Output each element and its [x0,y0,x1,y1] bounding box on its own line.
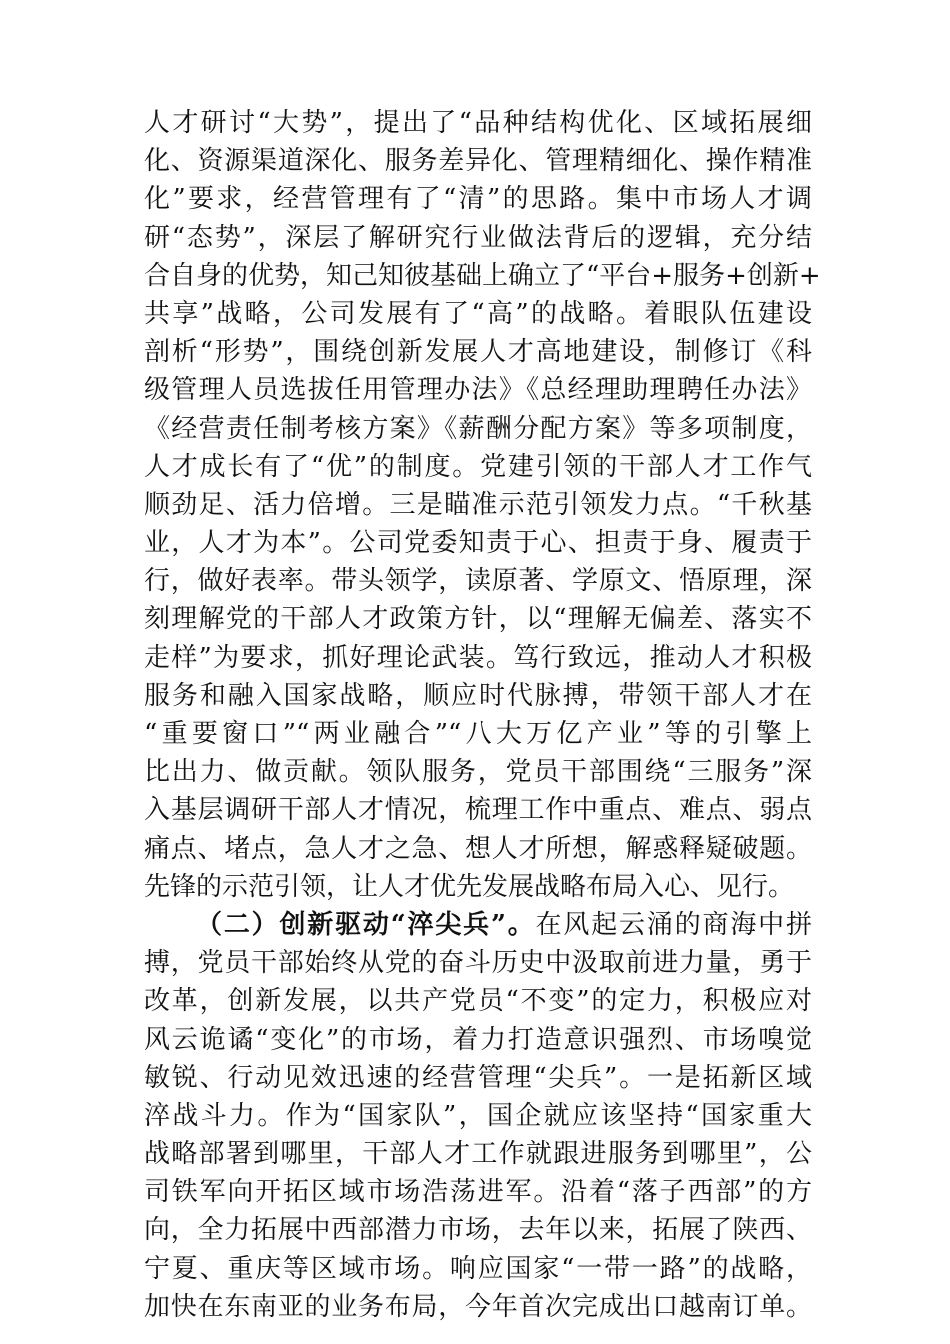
text-line: 司铁军向开拓区域市场浩荡进军。沿着“落子西部”的方 [144,1177,812,1208]
text-line: 人才成长有了“优”的制度。党建引领的干部人才工作气 [144,451,812,482]
text-line: 剖析“形势”，围绕创新发展人才高地建设，制修订《科 [144,337,812,368]
text-line: 敏锐、行动见效迅速的经营管理“尖兵”。一是拓新区域 [144,1062,812,1093]
document-body [144,104,821,1326]
text-line: 服务和融入国家战略，顺应时代脉搏，带领干部人才在 [144,680,812,711]
text-line: 比出力、做贡献。领队服务，党员干部围绕“三服务”深 [144,757,812,788]
text-line: 刻理解党的干部人才政策方针，以“理解无偏差、落实不 [144,604,812,635]
text-line: 共享”战略，公司发展有了“高”的战略。着眼队伍建设 [144,298,812,329]
text-line: 化、资源渠道深化、服务差异化、管理精细化、操作精准 [144,146,812,177]
paragraph-2-first-text: 在风起云涌的商海中拼 [535,909,812,940]
text-line: 入基层调研干部人才情况，梳理工作中重点、难点、弱点 [144,795,812,826]
section-heading: （二）创新驱动“淬尖兵”。 [196,909,536,940]
text-line: 淬战斗力。作为“国家队”，国企就应该坚持“国家重大 [144,1100,812,1131]
text-line: 化”要求，经营管理有了“清”的思路。集中市场人才调 [144,184,812,215]
text-line: “重要窗口”“两业融合”“八大万亿产业”等的引擎上 [144,719,812,749]
text-line: 痛点、堵点，急人才之急、想人才所想，解惑释疑破题。 [144,833,812,864]
text-line: 顺劲足、活力倍增。三是瞄准示范引领发力点。“千秋基 [144,489,812,520]
text-line: 《经营责任制考核方案》《薪酬分配方案》等多项制度， [144,413,812,444]
text-line: 战略部署到哪里，干部人才工作就跟进服务到哪里”，公 [144,1139,812,1170]
text-line: 业，人才为本”。公司党委知责于心、担责于身、履责于 [144,528,812,559]
paragraph-1 [144,104,821,906]
text-line: 向，全力拓展中西部潜力市场，去年以来，拓展了陕西、 [144,1215,812,1246]
text-line: 合自身的优势，知己知彼基础上确立了“平台+服务+创新+ [144,260,821,291]
text-line: 宁夏、重庆等区域市场。响应国家“一带一路”的战略， [144,1253,812,1284]
text-line: 级管理人员选拔任用管理办法》《总经理助理聘任办法》 [144,375,812,406]
text-line: 改革，创新发展，以共产党员“不变”的定力，积极应对 [144,986,812,1017]
text-line: 研“态势”，深层了解研究行业做法背后的逻辑，充分结 [144,222,812,253]
text-line: 先锋的示范引领，让人才优先发展战略布局入心、见行。 [144,871,795,902]
paragraph-2-first-line [144,906,812,944]
text-line: 风云诡谲“变化”的市场，着力打造意识强烈、市场嗅觉 [144,1024,812,1055]
text-line: 人才研讨“大势”，提出了“品种结构优化、区域拓展细 [144,108,812,138]
text-line: 搏，党员干部始终从党的奋斗历史中汲取前进力量，勇于 [144,948,812,979]
paragraph-2 [144,944,812,1326]
text-line: 加快在东南亚的业务布局，今年首次完成出口越南订单。 [144,1291,812,1322]
text-line: 走样”为要求，抓好理论武装。笃行致远，推动人才积极 [144,642,812,673]
text-line: 行，做好表率。带头领学，读原著、学原文、悟原理，深 [144,566,812,597]
